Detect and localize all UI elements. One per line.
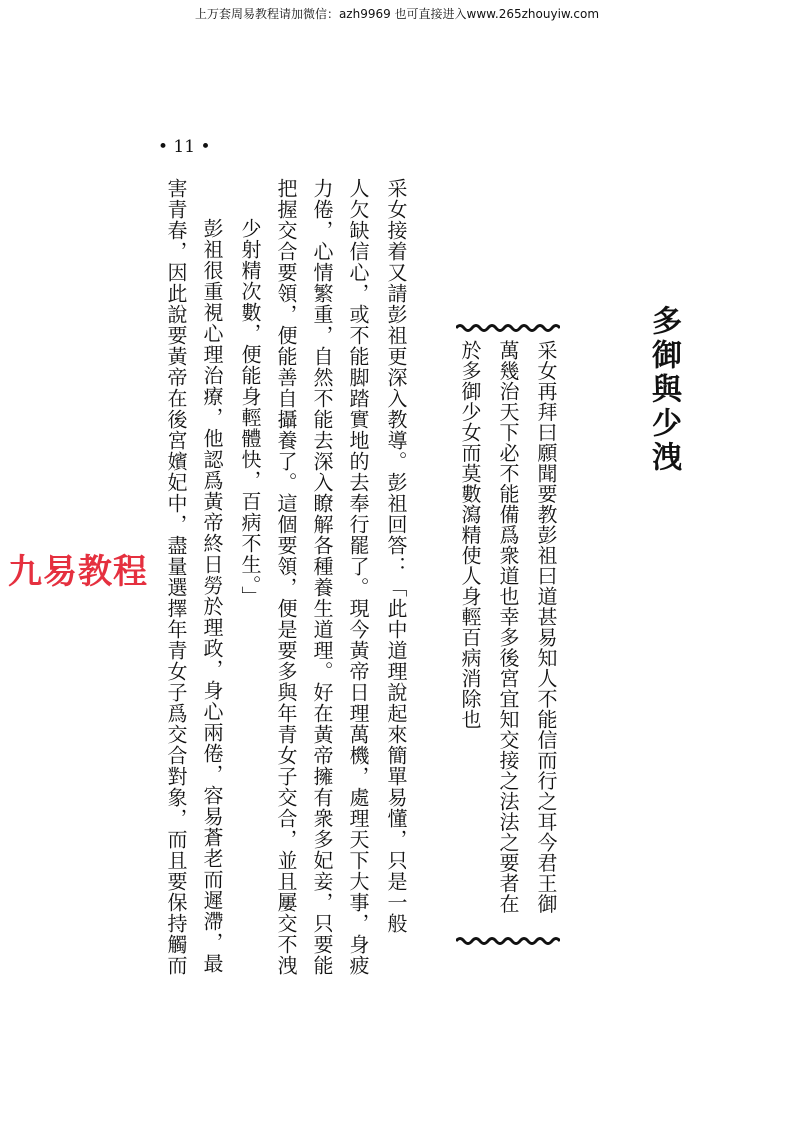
body-line: 把握交合要領，便能善自攝養了。這個要領，便是要多與年青女子交合，並且屢交不洩 — [274, 178, 298, 976]
wave-border-bottom — [456, 936, 560, 946]
section-title: 多御與少洩 — [646, 305, 681, 475]
body-line: 少射精次數，便能身輕體快，百病不生。」 — [238, 218, 262, 607]
watermark-logo: 九易教程 — [8, 552, 148, 592]
body-line: 力倦，心情繁重，自然不能去深入瞭解各種養生道理。好在黃帝擁有衆多妃妾，只要能 — [310, 178, 334, 976]
body-line: 彭祖很重視心理治療，他認爲黃帝終日勞於理政，身心兩倦，容易蒼老而遲滯，最 — [200, 218, 224, 974]
page-number: • 11 • — [158, 137, 211, 157]
body-line: 采女接着又請彭祖更深入教導。彭祖回答：「此中道理說起來簡單易懂，只是一般 — [384, 178, 408, 934]
body-line: 人欠缺信心，或不能脚踏實地的去奉行罷了。現今黃帝日理萬機，處理天下大事，身疲 — [346, 178, 370, 976]
quote-box — [452, 322, 564, 946]
quote-line: 采女再拜曰願聞要教彭祖曰道甚易知人不能信而行之耳今君王御 — [534, 340, 558, 914]
top-watermark-note: 上万套周易教程请加微信：azh9969 也可直接进入www.265zhouyiw.com — [194, 7, 600, 21]
body-line: 害青春，因此說要黃帝在後宮嬪妃中，盡量選擇年青女子爲交合對象，而且要保持觸而 — [164, 178, 188, 976]
quote-line: 於多御少女而莫數瀉精使人身輕百病消除也 — [458, 340, 482, 730]
quote-line: 萬幾治天下必不能備爲衆道也幸多後宮宜知交接之法法之要者在 — [496, 340, 520, 914]
wave-border-top — [456, 322, 560, 332]
